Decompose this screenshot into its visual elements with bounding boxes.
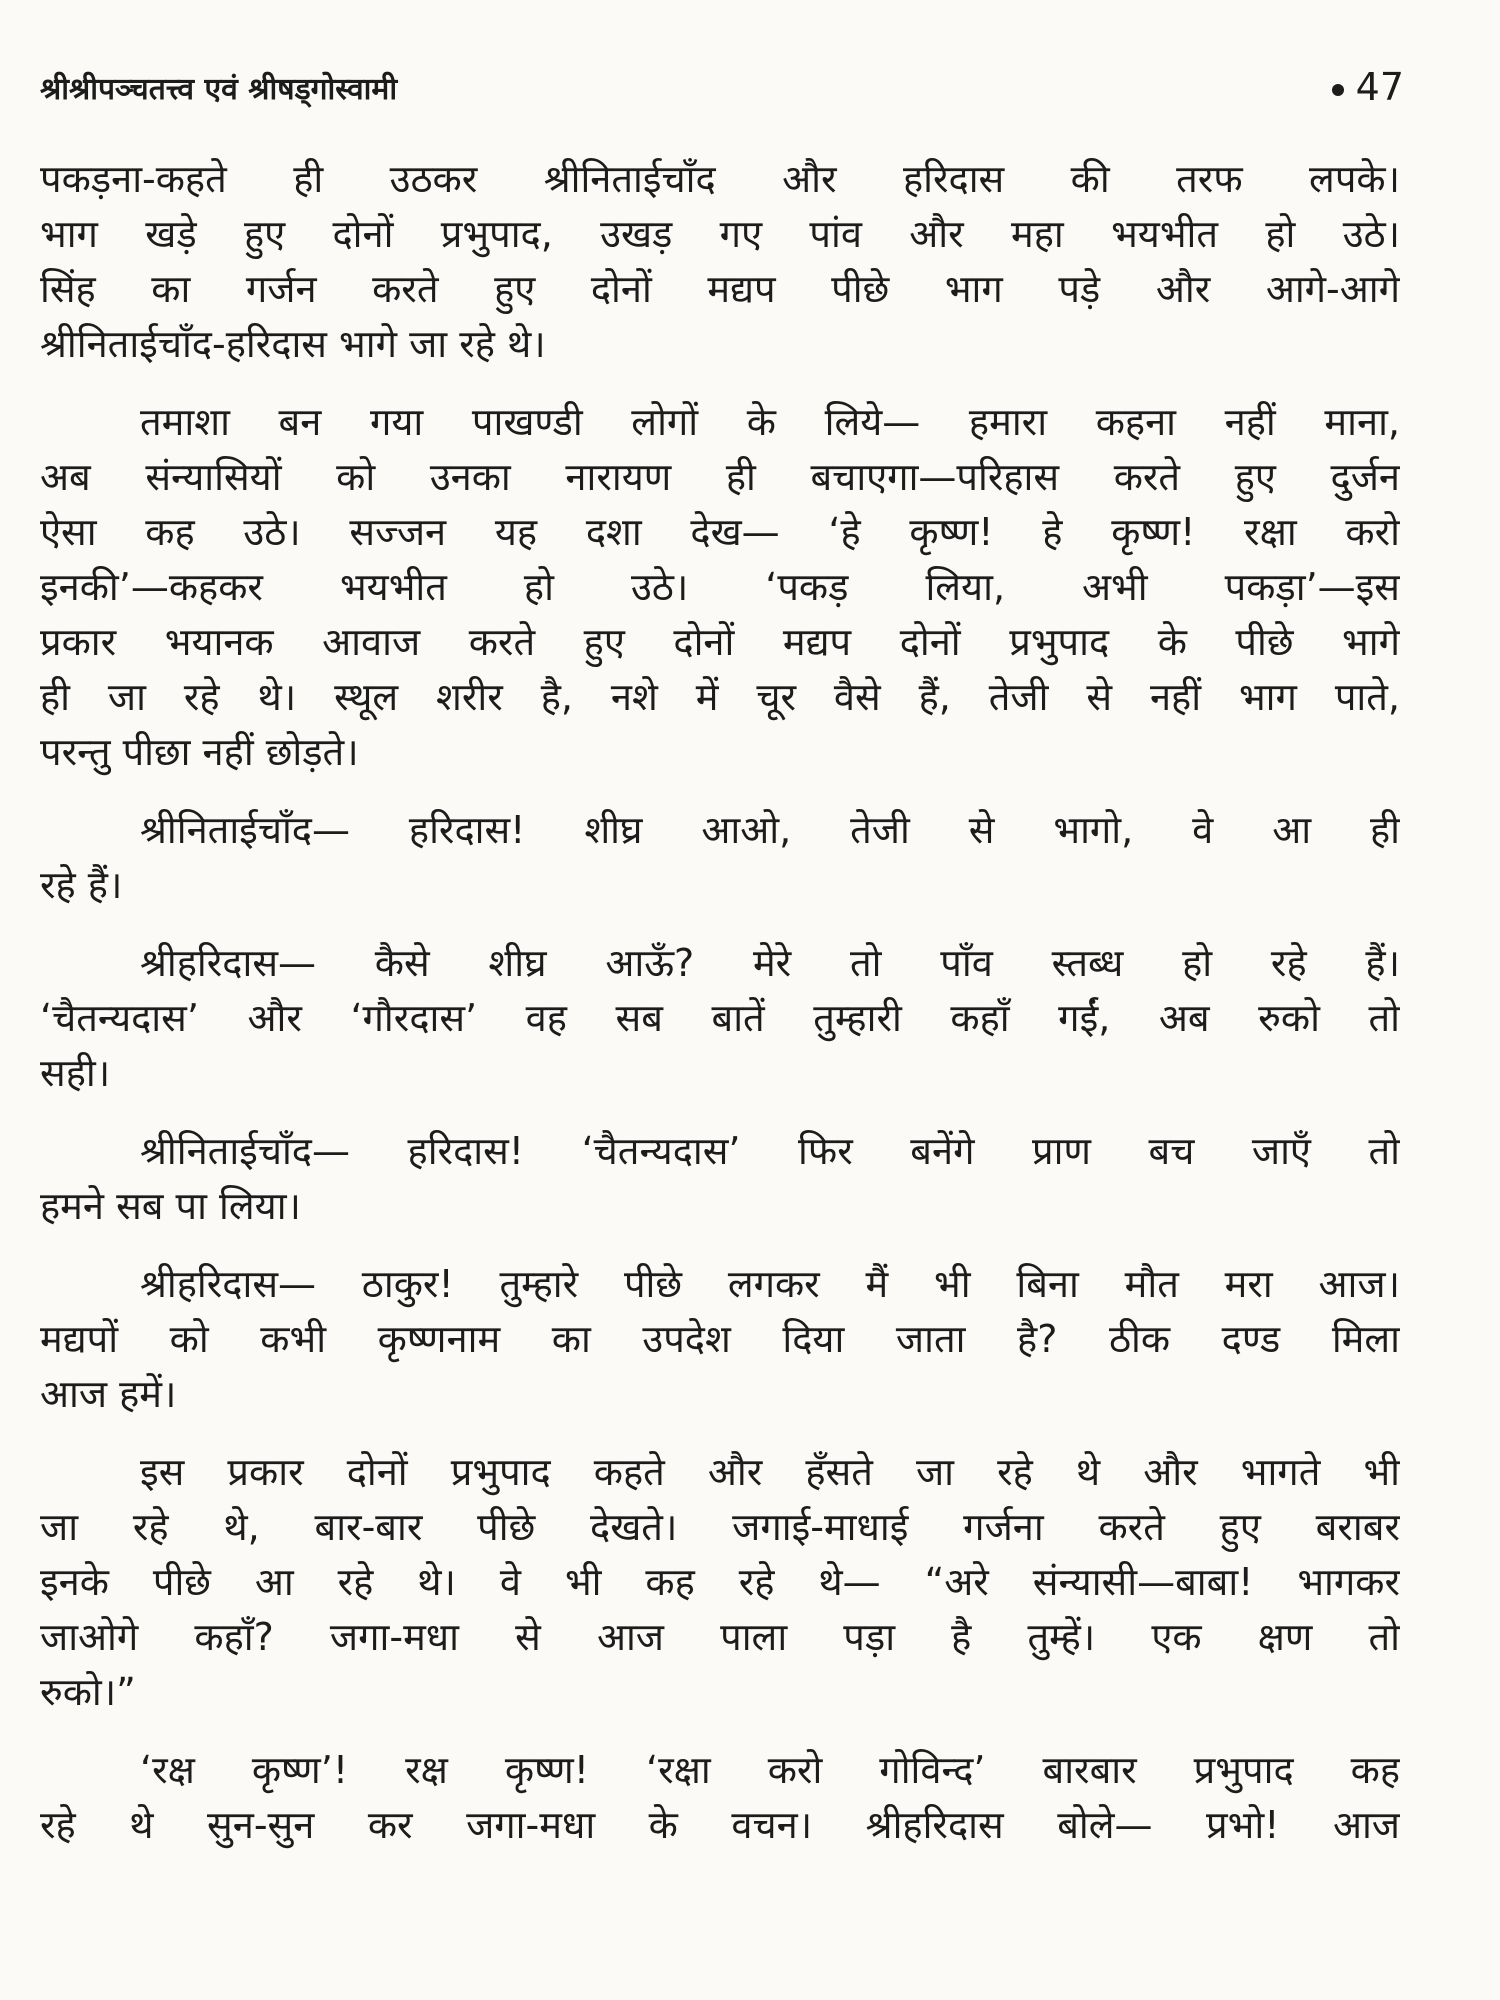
text-line: रुको।” <box>40 1670 136 1714</box>
running-title: श्रीश्रीपञ्चतत्त्व एवं श्रीषड्गोस्वामी <box>40 71 398 107</box>
text-line: ही जा रहे थे। स्थूल शरीर है, नशे में चूर वैसे हैं, तेजी से नहीं भाग पाते, <box>40 675 1400 719</box>
text-line: इनके पीछे आ रहे थे। वे भी कह रहे थे— “अरे संन्यासी—बाबा! भागकर <box>40 1560 1400 1604</box>
text-line: श्रीहरिदास— कैसे शीघ्र आऊँ? मेरे तो पाँव स्तब्ध हो रहे हैं। <box>140 941 1400 985</box>
text-line: जा रहे थे, बार-बार पीछे देखते। जगाई-माधाई गर्जना करते हुए बराबर <box>40 1505 1400 1549</box>
paragraph <box>40 803 1400 913</box>
page-header <box>40 62 1404 112</box>
page-number-block <box>1332 65 1404 109</box>
text-line: जाओगे कहाँ? जगा-मधा से आज पाला पड़ा है तुम्हें। एक क्षण तो <box>40 1615 1400 1659</box>
bullet-icon <box>1332 84 1344 96</box>
page-body <box>40 152 1400 1876</box>
paragraph <box>40 1257 1400 1422</box>
page-number: 47 <box>1355 65 1404 109</box>
text-line: श्रीनिताईचाँद— हरिदास! शीघ्र आओ, तेजी से भागो, वे आ ही <box>140 808 1400 852</box>
text-line: इनकी’—कहकर भयभीत हो उठे। ‘पकड़ लिया, अभी पकड़ा’—इस <box>40 565 1400 609</box>
text-line: आज हमें। <box>40 1372 177 1416</box>
text-line: श्रीनिताईचाँद— हरिदास! ‘चैतन्यदास’ फिर बनेंगे प्राण बच जाएँ तो <box>140 1129 1400 1173</box>
text-line: सिंह का गर्जन करते हुए दोनों मद्यप पीछे भाग पड़े और आगे-आगे <box>40 267 1400 311</box>
text-line: भाग खड़े हुए दोनों प्रभुपाद, उखड़ गए पांव और महा भयभीत हो उठे। <box>40 212 1400 256</box>
text-line: पकड़ना-कहते ही उठकर श्रीनिताईचाँद और हरिदास की तरफ लपके। <box>40 157 1400 201</box>
text-line: तमाशा बन गया पाखण्डी लोगों के लिये— हमारा कहना नहीं माना, <box>140 400 1400 444</box>
text-line: रहे थे सुन-सुन कर जगा-मधा के वचन। श्रीहरिदास बोले— प्रभो! आज <box>40 1803 1400 1847</box>
text-line: अब संन्यासियों को उनका नारायण ही बचाएगा—परिहास करते हुए दुर्जन <box>40 455 1400 499</box>
paragraph <box>40 1743 1400 1853</box>
text-line: मद्यपों को कभी कृष्णनाम का उपदेश दिया जाता है? ठीक दण्ड मिला <box>40 1317 1400 1361</box>
text-line: ऐसा कह उठे। सज्जन यह दशा देख— ‘हे कृष्ण! हे कृष्ण! रक्षा करो <box>40 510 1400 554</box>
paragraph <box>40 395 1400 780</box>
text-line: ‘चैतन्यदास’ और ‘गौरदास’ वह सब बातें तुम्हारी कहाँ गईं, अब रुको तो <box>40 996 1400 1040</box>
text-line: रहे हैं। <box>40 863 123 907</box>
paragraph <box>40 936 1400 1101</box>
text-line: ‘रक्ष कृष्ण’! रक्ष कृष्ण! ‘रक्षा करो गोविन्द’ बारबार प्रभुपाद कह <box>140 1748 1400 1792</box>
text-line: हमने सब पा लिया। <box>40 1184 301 1228</box>
paragraph <box>40 1124 1400 1234</box>
paragraph <box>40 1445 1400 1720</box>
text-line: इस प्रकार दोनों प्रभुपाद कहते और हँसते जा रहे थे और भागते भी <box>140 1450 1400 1494</box>
text-line: प्रकार भयानक आवाज करते हुए दोनों मद्यप दोनों प्रभुपाद के पीछे भागे <box>40 620 1400 664</box>
text-line: श्रीनिताईचाँद-हरिदास भागे जा रहे थे। <box>40 322 546 366</box>
paragraph <box>40 152 1400 372</box>
text-line: परन्तु पीछा नहीं छोड़ते। <box>40 730 359 774</box>
text-line: श्रीहरिदास— ठाकुर! तुम्हारे पीछे लगकर मैं भी बिना मौत मरा आज। <box>140 1262 1400 1306</box>
text-line: सही। <box>40 1051 111 1095</box>
